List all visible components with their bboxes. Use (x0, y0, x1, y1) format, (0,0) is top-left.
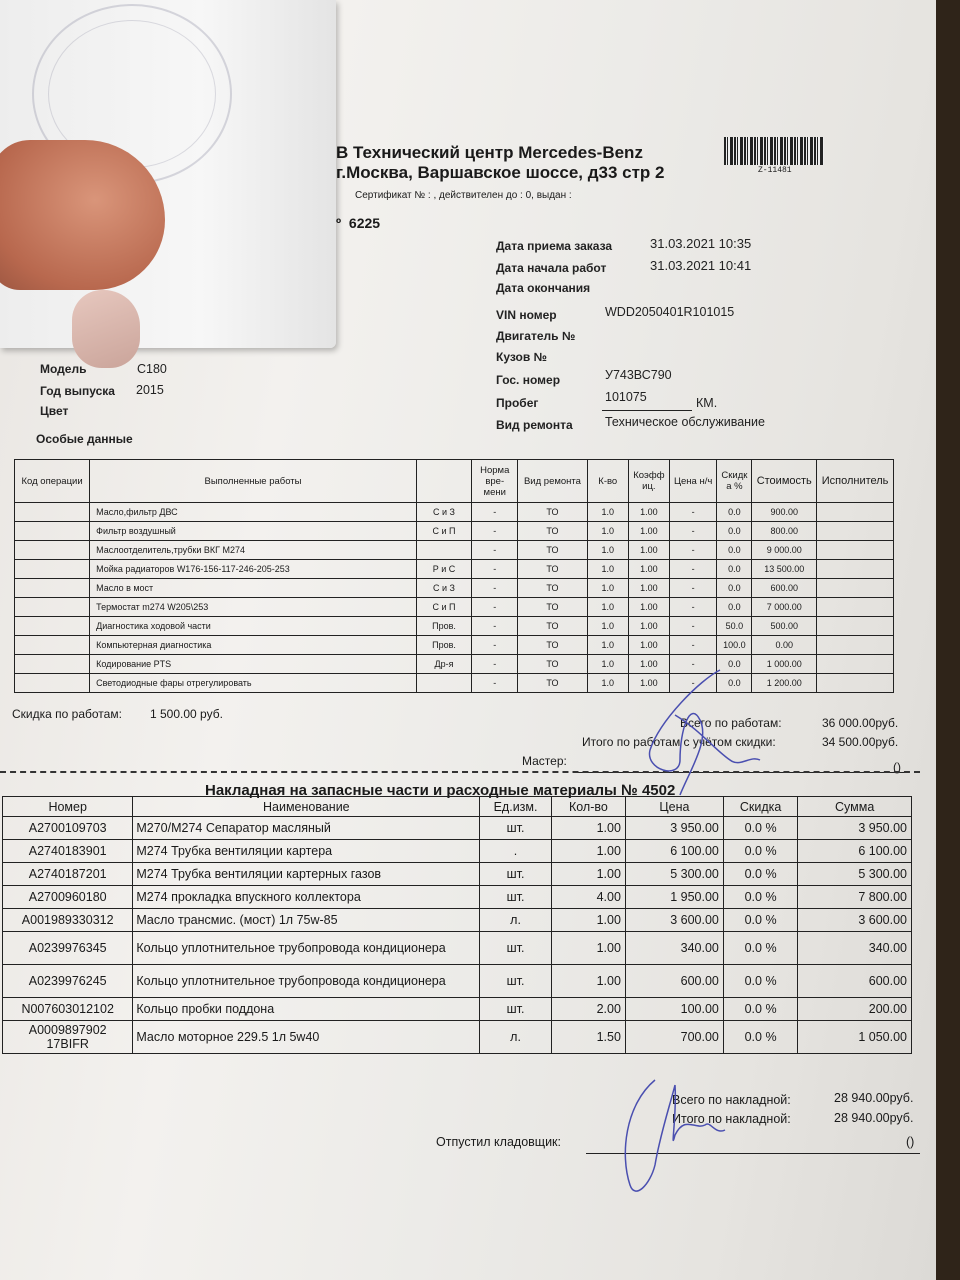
field-label: Кузов № (496, 350, 547, 364)
thumbnail (72, 290, 140, 368)
model-value: C180 (137, 362, 167, 376)
table-row: Масло в мост С и З - ТО 1.0 1.00 - 0.0 600.00 (15, 579, 894, 598)
invoice-total-label: Всего по накладной: (672, 1093, 791, 1107)
table-row: Масло,фильтр ДВС С и З - ТО 1.0 1.00 - 0.0 900.00 (15, 503, 894, 522)
thumb (0, 140, 165, 290)
storekeeper-label: Отпустил кладовщик: (436, 1135, 561, 1149)
vin-value: WDD2050401R101015 (605, 305, 735, 319)
works-discount-label: Скидка по работам: (12, 707, 122, 721)
mileage-underline (602, 410, 692, 411)
table-row: Кодирование PTS Др-я - ТО 1.0 1.00 - 0.0 1 000.00 (15, 655, 894, 674)
table-row: Диагностика ходовой части Пров. - ТО 1.0 1.00 - 50.0 500.00 (15, 617, 894, 636)
order-number-line (336, 215, 380, 231)
col-type: Вид ремонта (518, 460, 587, 503)
model-label: Модель (40, 362, 87, 376)
invoice-title: Накладная на запасные части и расходные материалы № 4502 (205, 782, 676, 799)
year-value: 2015 (136, 383, 164, 397)
col-qty: Кол-во (551, 797, 625, 817)
col-sum: Сумма (798, 797, 912, 817)
invoice-net-value: 28 940.00руб. (834, 1111, 914, 1125)
field-label: Вид ремонта (496, 418, 573, 432)
field-label: Дата окончания (496, 281, 591, 295)
field-label: Дата приема заказа (496, 239, 613, 253)
table-row: N007603012102 Кольцо пробки поддона шт. 2.00 100.00 0.0 % 200.00 (3, 998, 912, 1021)
col-unit: Ед.изм. (480, 797, 552, 817)
table-row: A2740183901 M274 Трубка вентиляции картера . 1.00 6 100.00 0.0 % 6 100.00 (3, 840, 912, 863)
table-row: A001989330312 Масло трансмис. (мост) 1л 75w-85 л. 1.00 3 600.00 0.0 % 3 600.00 (3, 909, 912, 932)
barcode-text: Z-11481 (758, 166, 792, 175)
table-row: A2740187201 M274 Трубка вентиляции картерных газов шт. 1.00 5 300.00 0.0 % 5 300.00 (3, 863, 912, 886)
col-work: Выполненные работы (90, 460, 417, 503)
color-label: Цвет (40, 404, 69, 418)
order-number: 6225 (348, 215, 381, 231)
table-row: Светодиодные фары отрегулировать - ТО 1.0 1.00 - 0.0 1 200.00 (15, 674, 894, 693)
tear-line (0, 771, 920, 773)
plate-value: У743ВС790 (605, 368, 672, 382)
master-value: () (893, 760, 901, 774)
col-norm: Норма вре- мени (472, 460, 518, 503)
org-name: В Технический центр Mercedes-Benz (336, 143, 643, 162)
repair-type-value: Техническое обслуживание (605, 415, 765, 429)
table-row: A0239976345 Кольцо уплотнительное трубопровода кондиционера шт. 1.00 340.00 0.0 % 340.00 (3, 932, 912, 965)
field-label: Гос. номер (496, 373, 561, 387)
mileage-unit: КМ. (696, 396, 718, 410)
storekeeper-signature-line (586, 1153, 920, 1154)
col-price: Цена (625, 797, 723, 817)
invoice-net-label: Итого по накладной: (672, 1112, 791, 1126)
works-net-label: Итого по работам с учётом скидки: (582, 735, 776, 749)
field-value: 31.03.2021 10:35 (650, 236, 752, 251)
org-address: г.Москва, Варшавское шоссе, д33 стр 2 (336, 163, 665, 182)
barcode (724, 137, 824, 165)
field-label: VIN номер (496, 308, 557, 322)
col-part-name: Наименование (133, 797, 480, 817)
special-data-label: Особые данные (36, 432, 133, 446)
col-cost: Стоимость (752, 460, 817, 503)
table-row: Маслоотделитель,трубки ВКГ М274 - ТО 1.0 1.00 - 0.0 9 000.00 (15, 541, 894, 560)
table-row: Мойка радиаторов W176-156-117-246-205-253 Р и С - ТО 1.0 1.00 - 0.0 13 500.00 (15, 560, 894, 579)
table-row: A2700109703 M270/M274 Сепаратор масляный шт. 1.00 3 950.00 0.0 % 3 950.00 (3, 817, 912, 840)
works-discount-value: 1 500.00 руб. (150, 707, 223, 721)
col-qty: К-во (587, 460, 628, 503)
col-code: Код операции (15, 460, 90, 503)
field-value: 31.03.2021 10:41 (650, 258, 752, 273)
year-label: Год выпуска (40, 384, 115, 398)
certificate-line: Сертификат № : , действителен до : 0, выдан : (355, 190, 572, 201)
col-mark (416, 460, 471, 503)
field-label: Двигатель № (496, 329, 576, 343)
table-row: Компьютерная диагностика Пров. - ТО 1.0 1.00 - 100.0 0.00 (15, 636, 894, 655)
table-row: A0009897902 17BIFR Масло моторное 229.5 1л 5w40 л. 1.50 700.00 0.0 % 1 050.00 (3, 1021, 912, 1054)
order-prefix: º (336, 215, 342, 231)
table-row: A0239976245 Кольцо уплотнительное трубопровода кондиционера шт. 1.00 600.00 0.0 % 600.00 (3, 965, 912, 998)
mileage-value: 101075 (605, 390, 647, 404)
col-price: Цена н/ч (669, 460, 717, 503)
col-discount: Скидка (723, 797, 797, 817)
col-coef: Коэфф иц. (628, 460, 669, 503)
works-net-value: 34 500.00руб. (822, 735, 899, 749)
parts-table (2, 796, 912, 1054)
col-executor: Исполнитель (817, 460, 894, 503)
storekeeper-value: () (906, 1135, 915, 1149)
table-row: Термостат m274 W205\253 С и П - ТО 1.0 1.00 - 0.0 7 000.00 (15, 598, 894, 617)
table-row: Фильтр воздушный С и П - ТО 1.0 1.00 - 0.0 800.00 (15, 522, 894, 541)
invoice-total-value: 28 940.00руб. (834, 1091, 914, 1105)
works-total-label: Всего по работам: (680, 716, 782, 730)
works-total-value: 36 000.00руб. (822, 716, 899, 730)
works-table (14, 459, 894, 693)
master-label: Мастер: (522, 754, 567, 768)
background-edge (936, 0, 960, 1280)
table-row: A2700960180 M274 прокладка впускного коллектора шт. 4.00 1 950.00 0.0 % 7 800.00 (3, 886, 912, 909)
invoice-number: 4502 (641, 782, 676, 799)
col-part-number: Номер (3, 797, 133, 817)
field-label: Дата начала работ (496, 261, 607, 275)
col-discount: Скидк а % (717, 460, 752, 503)
field-label: Пробег (496, 396, 539, 410)
